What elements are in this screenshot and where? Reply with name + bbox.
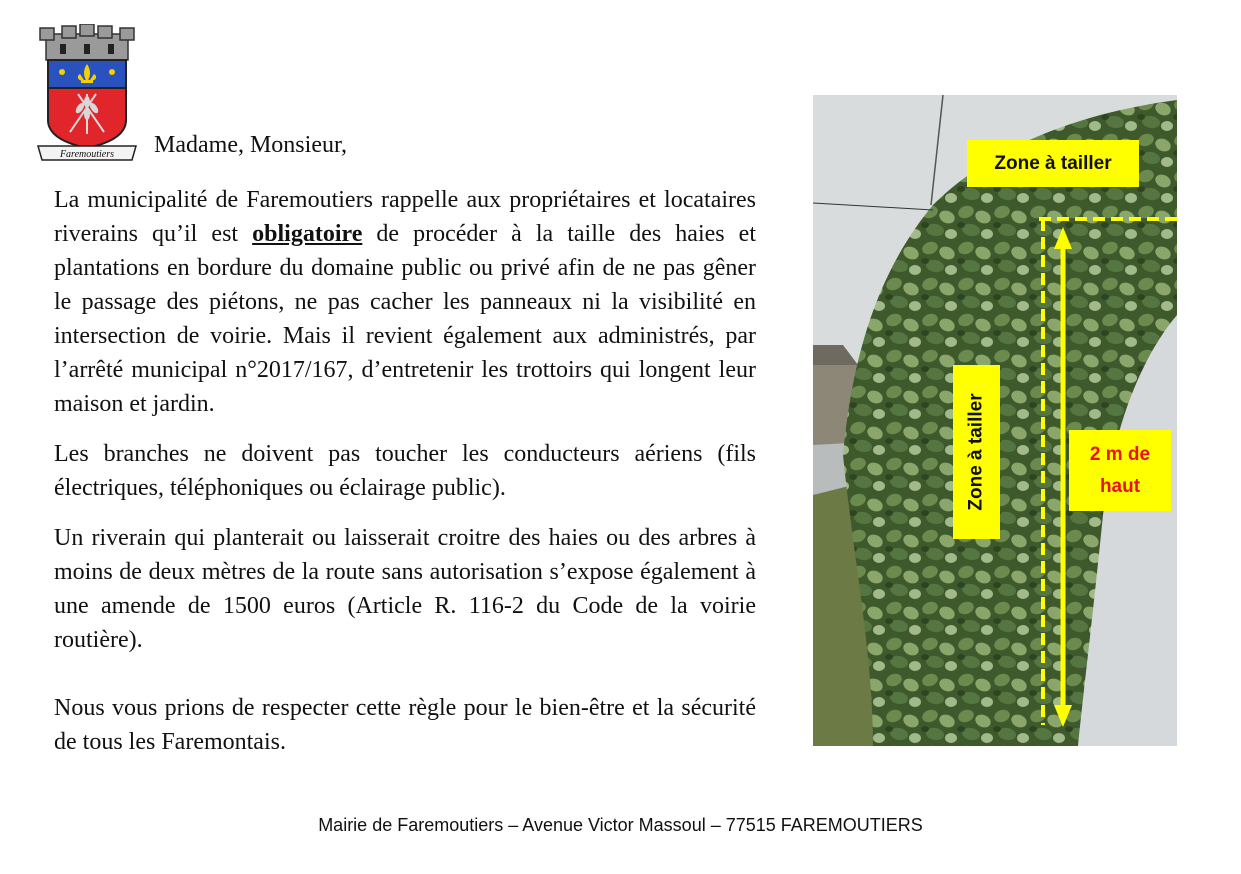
coat-of-arms xyxy=(36,24,138,162)
paragraph-1-start: La municipalité de Faremoutiers rappelle aux propriétaires et locataires riverains qu’il est xyxy=(54,187,756,247)
paragraph-2: Les branches ne doivent pas toucher les conducteurs aériens (fils électriques, téléphoniques ou éclairage public). xyxy=(54,441,756,501)
crest-motto: Faremoutiers xyxy=(59,149,115,160)
zone-side-text: Zone à tailler xyxy=(965,393,987,511)
paragraph-1-end: de procéder à la taille des haies et plantations en bordure du domaine public ou privé afin de ne pas gêner le passage des piétons, ne pas cacher les panneaux ni la visibilité en intersection de voirie. Mais il revient également aux administrés, par l’arrêté municipal n°2017/167, d’entretenir les trottoirs qui longent leur maison et jardin. xyxy=(54,221,757,417)
paragraph-1 xyxy=(54,183,756,421)
zone-top-label: Zone à tailler xyxy=(967,140,1139,187)
letter-body xyxy=(54,183,756,775)
paragraph-3: Un riverain qui planterait ou laisserait croitre des haies ou des arbres à moins de deux mètres de la route sans autorisation s’expose également à une amende de 1500 euros (Article R. 116-2 du Code de la voirie routière). xyxy=(54,525,756,653)
height-label xyxy=(1069,430,1171,511)
height-line-1: 2 m de xyxy=(1089,444,1151,465)
obligatoire-emphasis: obligatoire xyxy=(252,221,363,247)
footer-address: Mairie de Faremoutiers – Avenue Victor Massoul – 77515 FAREMOUTIERS xyxy=(318,815,923,835)
paragraph-4: Nous vous prions de respecter cette règle pour le bien-être et la sécurité de tous les Faremontais. xyxy=(54,695,756,755)
greeting: Madame, Monsieur, xyxy=(154,132,347,158)
zone-side-label xyxy=(953,365,1000,539)
height-line-2: haut xyxy=(1099,476,1141,497)
